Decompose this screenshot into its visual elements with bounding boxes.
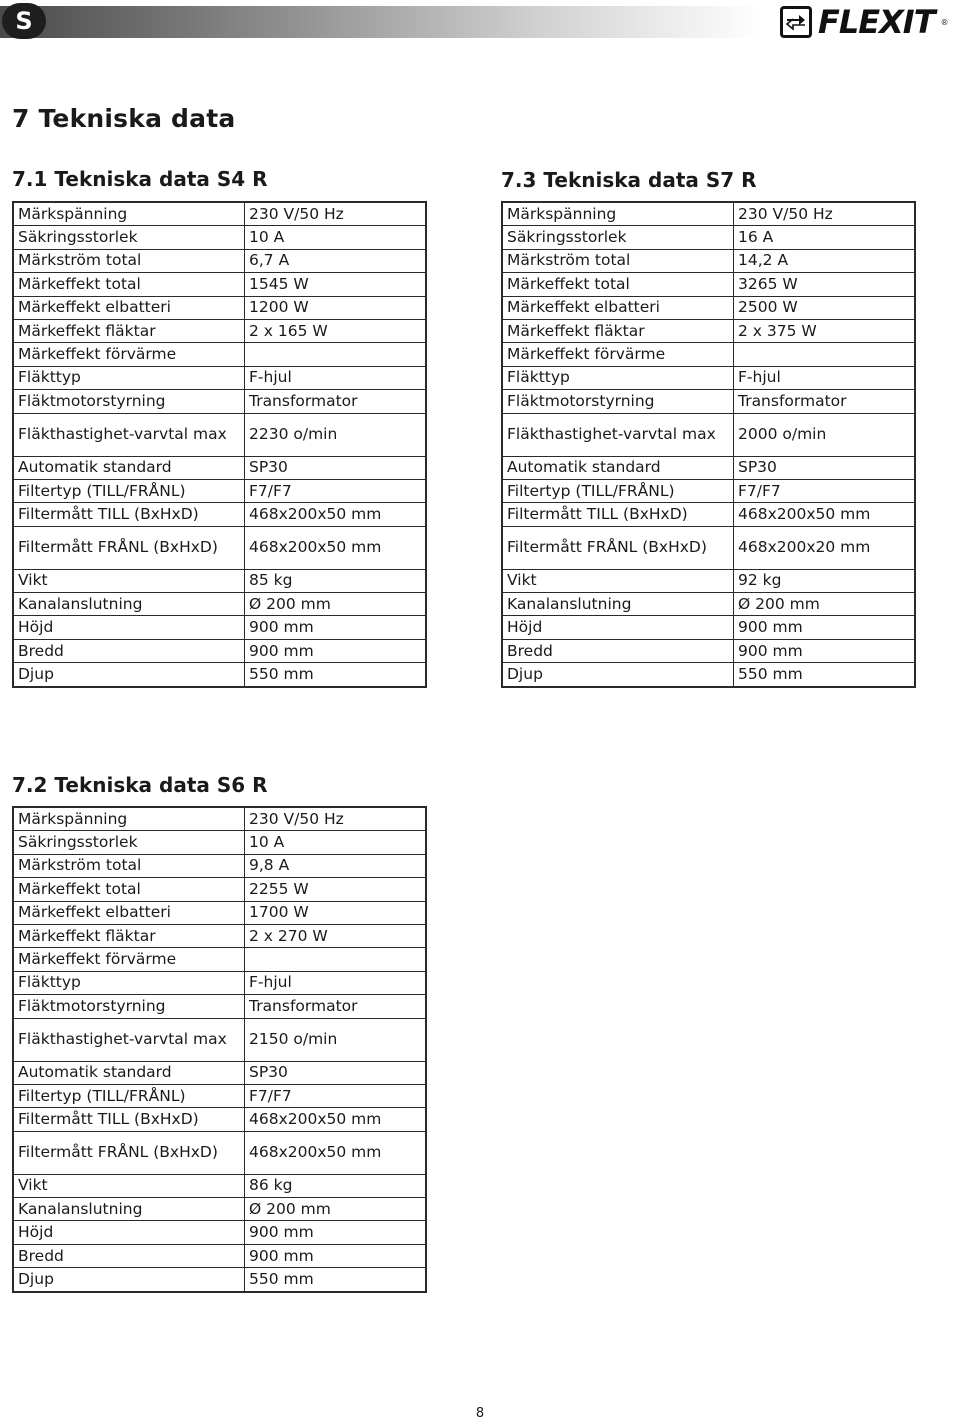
- spec-label: Fläkthastighet-varvtal max: [13, 413, 245, 456]
- table-row: [13, 390, 426, 413]
- spec-label: Filtermått TILL (BxHxD): [13, 503, 245, 526]
- spec-value: Transformator: [245, 995, 427, 1018]
- spec-value: [245, 343, 427, 366]
- table-row: [13, 343, 426, 366]
- table-row: [13, 971, 426, 994]
- spec-label: Märkeffekt elbatteri: [502, 296, 734, 319]
- spec-value: 468x200x50 mm: [245, 1108, 427, 1131]
- table-row: [13, 995, 426, 1018]
- spec-value: 468x200x50 mm: [245, 503, 427, 526]
- spec-value: F-hjul: [245, 366, 427, 389]
- table-row: [13, 413, 426, 456]
- spec-value: 900 mm: [245, 1244, 427, 1267]
- spec-value: 16 A: [734, 226, 916, 249]
- spec-label: Djup: [13, 1268, 245, 1292]
- spec-value: F7/F7: [245, 479, 427, 502]
- spec-value: 1200 W: [245, 296, 427, 319]
- spec-value: 92 kg: [734, 569, 916, 592]
- table-row: [13, 807, 426, 831]
- spec-value: 900 mm: [734, 616, 916, 639]
- spec-value: 2230 o/min: [245, 413, 427, 456]
- table-row: [13, 249, 426, 272]
- table-row: [13, 569, 426, 592]
- table-row: [13, 1018, 426, 1061]
- spec-value: 10 A: [245, 226, 427, 249]
- table-row: [502, 503, 915, 526]
- spec-label: Kanalanslutning: [502, 593, 734, 616]
- table-row: [13, 639, 426, 662]
- table-row: [13, 1061, 426, 1084]
- spec-value: 230 V/50 Hz: [245, 807, 427, 831]
- table-row: [13, 366, 426, 389]
- spec-value: 2150 o/min: [245, 1018, 427, 1061]
- spec-value: 14,2 A: [734, 249, 916, 272]
- spec-value: F-hjul: [734, 366, 916, 389]
- spec-value: 550 mm: [734, 663, 916, 687]
- spec-label: Höjd: [13, 616, 245, 639]
- table-row: [13, 948, 426, 971]
- spec-value: 468x200x50 mm: [245, 526, 427, 569]
- spec-label: Filtertyp (TILL/FRÅNL): [13, 1084, 245, 1107]
- spec-label: Automatik standard: [13, 1061, 245, 1084]
- spec-value: 900 mm: [245, 616, 427, 639]
- spec-label: Höjd: [502, 616, 734, 639]
- spec-value: 900 mm: [245, 1221, 427, 1244]
- spec-label: Fläkttyp: [502, 366, 734, 389]
- spec-label: Vikt: [13, 569, 245, 592]
- table-row: [502, 390, 915, 413]
- spec-label: Märkeffekt förvärme: [13, 948, 245, 971]
- spec-label: Djup: [502, 663, 734, 687]
- table-row: [13, 319, 426, 342]
- spec-value: 468x200x50 mm: [245, 1131, 427, 1174]
- registered-mark: ®: [940, 17, 949, 27]
- spec-label: Märkeffekt elbatteri: [13, 296, 245, 319]
- spec-label: Märkeffekt förvärme: [13, 343, 245, 366]
- flexit-logo: [780, 4, 949, 40]
- spec-value: 6,7 A: [245, 249, 427, 272]
- spec-label: Fläkthastighet-varvtal max: [13, 1018, 245, 1061]
- table-row: [502, 526, 915, 569]
- spec-label: Märkeffekt total: [13, 273, 245, 296]
- spec-label: Märkspänning: [502, 202, 734, 226]
- spec-value: 86 kg: [245, 1174, 427, 1197]
- spec-value: F7/F7: [245, 1084, 427, 1107]
- table-row: [13, 273, 426, 296]
- spec-label: Märkeffekt total: [502, 273, 734, 296]
- table-row: [13, 901, 426, 924]
- spec-value: F7/F7: [734, 479, 916, 502]
- language-badge: S: [2, 3, 46, 39]
- spec-label: Fläkttyp: [13, 366, 245, 389]
- page-number: 8: [475, 1406, 485, 1421]
- table-row: [502, 479, 915, 502]
- table-row: [502, 616, 915, 639]
- spec-label: Kanalanslutning: [13, 1198, 245, 1221]
- spec-value: F-hjul: [245, 971, 427, 994]
- spec-label: Bredd: [13, 639, 245, 662]
- table-row: [13, 616, 426, 639]
- spec-value: 1545 W: [245, 273, 427, 296]
- spec-table-s7r: [501, 201, 916, 688]
- spec-value: Transformator: [734, 390, 916, 413]
- table-row: [13, 1131, 426, 1174]
- spec-value: Ø 200 mm: [734, 593, 916, 616]
- table-row: [502, 413, 915, 456]
- spec-value: [734, 343, 916, 366]
- spec-value: 230 V/50 Hz: [245, 202, 427, 226]
- spec-label: Automatik standard: [13, 456, 245, 479]
- spec-label: Automatik standard: [502, 456, 734, 479]
- spec-label: Säkringsstorlek: [502, 226, 734, 249]
- spec-value: 85 kg: [245, 569, 427, 592]
- table-row: [502, 456, 915, 479]
- table-row: [13, 202, 426, 226]
- spec-label: Fläktmotorstyrning: [13, 390, 245, 413]
- spec-label: Filtertyp (TILL/FRÅNL): [13, 479, 245, 502]
- spec-value: 9,8 A: [245, 854, 427, 877]
- spec-label: Filtermått TILL (BxHxD): [13, 1108, 245, 1131]
- table-row: [502, 249, 915, 272]
- spec-value: 900 mm: [734, 639, 916, 662]
- spec-value: Transformator: [245, 390, 427, 413]
- spec-value: 2 x 375 W: [734, 319, 916, 342]
- spec-value: 2500 W: [734, 296, 916, 319]
- table-row: [13, 1108, 426, 1131]
- spec-label: Bredd: [502, 639, 734, 662]
- spec-label: Märkeffekt fläktar: [13, 319, 245, 342]
- spec-value: Ø 200 mm: [245, 1198, 427, 1221]
- spec-label: Filtermått FRÅNL (BxHxD): [502, 526, 734, 569]
- table-row: [502, 319, 915, 342]
- table-row: [13, 296, 426, 319]
- spec-value: 550 mm: [245, 663, 427, 687]
- spec-value: 2255 W: [245, 878, 427, 901]
- spec-value: 230 V/50 Hz: [734, 202, 916, 226]
- table-row: [502, 296, 915, 319]
- spec-label: Fläkthastighet-varvtal max: [502, 413, 734, 456]
- header-bar: [0, 6, 760, 38]
- double-arrow-icon: [780, 6, 812, 38]
- table-row: [13, 593, 426, 616]
- table-row: [502, 273, 915, 296]
- spec-label: Märkeffekt förvärme: [502, 343, 734, 366]
- table-row: [502, 569, 915, 592]
- table-row: [13, 878, 426, 901]
- section-title-s7r: 7.3 Tekniska data S7 R: [501, 168, 757, 192]
- spec-label: Märkeffekt total: [13, 878, 245, 901]
- table-row: [13, 1268, 426, 1292]
- table-row: [13, 854, 426, 877]
- spec-value: 2000 o/min: [734, 413, 916, 456]
- spec-label: Märkström total: [13, 249, 245, 272]
- spec-label: Fläktmotorstyrning: [502, 390, 734, 413]
- spec-value: 10 A: [245, 831, 427, 854]
- spec-value: [245, 948, 427, 971]
- spec-label: Märkspänning: [13, 807, 245, 831]
- table-row: [13, 526, 426, 569]
- spec-value: 3265 W: [734, 273, 916, 296]
- spec-label: Märkström total: [13, 854, 245, 877]
- table-row: [13, 1198, 426, 1221]
- spec-label: Fläktmotorstyrning: [13, 995, 245, 1018]
- spec-label: Höjd: [13, 1221, 245, 1244]
- table-row: [502, 593, 915, 616]
- table-row: [502, 366, 915, 389]
- spec-value: SP30: [245, 1061, 427, 1084]
- spec-label: Filtermått FRÅNL (BxHxD): [13, 526, 245, 569]
- spec-label: Säkringsstorlek: [13, 226, 245, 249]
- spec-label: Vikt: [13, 1174, 245, 1197]
- spec-table-s6r: [12, 806, 427, 1293]
- section-title-s4r: 7.1 Tekniska data S4 R: [12, 167, 268, 191]
- spec-value: SP30: [734, 456, 916, 479]
- spec-label: Säkringsstorlek: [13, 831, 245, 854]
- spec-value: 900 mm: [245, 639, 427, 662]
- spec-label: Märkström total: [502, 249, 734, 272]
- spec-label: Kanalanslutning: [13, 593, 245, 616]
- spec-value: 550 mm: [245, 1268, 427, 1292]
- table-row: [13, 479, 426, 502]
- table-row: [13, 226, 426, 249]
- table-row: [13, 1084, 426, 1107]
- spec-table-s4r: [12, 201, 427, 688]
- table-row: [13, 924, 426, 947]
- spec-label: Märkeffekt fläktar: [502, 319, 734, 342]
- page-title: 7 Tekniska data: [12, 104, 236, 133]
- spec-value: Ø 200 mm: [245, 593, 427, 616]
- table-row: [502, 226, 915, 249]
- table-row: [13, 1174, 426, 1197]
- spec-label: Vikt: [502, 569, 734, 592]
- spec-value: 468x200x20 mm: [734, 526, 916, 569]
- table-row: [13, 831, 426, 854]
- table-row: [13, 663, 426, 687]
- spec-label: Bredd: [13, 1244, 245, 1267]
- table-row: [502, 343, 915, 366]
- table-row: [13, 503, 426, 526]
- brand-name: FLEXIT: [818, 3, 935, 41]
- table-row: [502, 663, 915, 687]
- table-row: [13, 456, 426, 479]
- spec-value: 2 x 165 W: [245, 319, 427, 342]
- spec-value: 2 x 270 W: [245, 924, 427, 947]
- table-row: [502, 202, 915, 226]
- table-row: [13, 1221, 426, 1244]
- table-row: [13, 1244, 426, 1267]
- spec-label: Fläkttyp: [13, 971, 245, 994]
- spec-label: Filtermått TILL (BxHxD): [502, 503, 734, 526]
- spec-label: Märkeffekt elbatteri: [13, 901, 245, 924]
- spec-value: SP30: [245, 456, 427, 479]
- table-row: [502, 639, 915, 662]
- spec-value: 468x200x50 mm: [734, 503, 916, 526]
- spec-label: Filtertyp (TILL/FRÅNL): [502, 479, 734, 502]
- spec-label: Märkspänning: [13, 202, 245, 226]
- spec-label: Djup: [13, 663, 245, 687]
- spec-label: Märkeffekt fläktar: [13, 924, 245, 947]
- spec-value: 1700 W: [245, 901, 427, 924]
- section-title-s6r: 7.2 Tekniska data S6 R: [12, 773, 268, 797]
- spec-label: Filtermått FRÅNL (BxHxD): [13, 1131, 245, 1174]
